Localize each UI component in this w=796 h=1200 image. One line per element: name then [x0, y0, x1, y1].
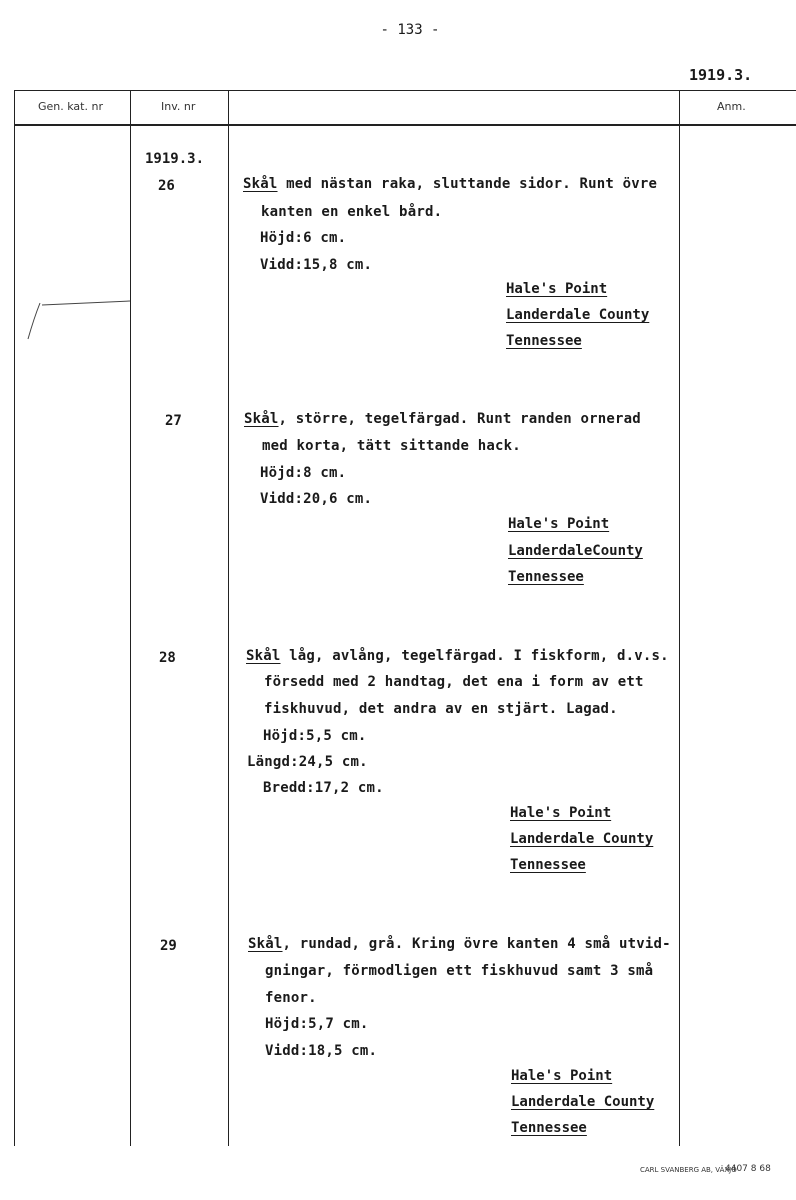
entry-line: Längd:24,5 cm. — [247, 754, 368, 770]
entry-title: Skål — [243, 176, 278, 192]
entry-text: låg, avlång, tegelfärgad. I fiskform, d.v.s. — [280, 648, 669, 664]
entry-number: 28 — [159, 650, 176, 666]
corner-reference: 1919.3. — [689, 66, 753, 84]
column-divider-inv — [130, 90, 131, 1146]
location-place: Hale's Point — [510, 805, 612, 821]
entry-line: med korta, tätt sittande hack. — [262, 438, 521, 454]
location-county: Landerdale County — [510, 831, 654, 847]
location-state: Tennessee — [510, 857, 586, 873]
location-county: LanderdaleCounty — [508, 543, 643, 559]
entry-line — [243, 176, 657, 192]
entry-line: fenor. — [265, 990, 317, 1006]
year-label: 1919.3. — [145, 151, 205, 167]
entry-title: Skål — [244, 411, 279, 427]
entry-line: Vidd:20,6 cm. — [260, 491, 373, 507]
entry-line: Höjd:8 cm. — [260, 465, 347, 481]
entry-number: 26 — [158, 178, 175, 194]
entry-line: kanten en enkel bård. — [261, 204, 443, 220]
location-place: Hale's Point — [508, 516, 610, 532]
entry-line: Vidd:15,8 cm. — [260, 257, 373, 273]
entry-line: försedd med 2 handtag, det ena i form av ett — [264, 674, 644, 690]
page-number: - 133 - — [380, 22, 440, 38]
form-code: 4407 8 68 — [725, 1164, 771, 1174]
location-county: Landerdale County — [511, 1094, 655, 1110]
entry-line — [248, 936, 671, 952]
header-gen-kat-nr: Gen. kat. nr — [38, 100, 103, 113]
entry-number: 27 — [165, 413, 182, 429]
location-state: Tennessee — [508, 569, 584, 585]
pen-mark-icon — [22, 295, 132, 345]
entry-title: Skål — [248, 936, 283, 952]
entry-text: , rundad, grå. Kring övre kanten 4 små utvid- — [282, 936, 671, 952]
column-divider-anm — [679, 90, 680, 1146]
entry-line: Höjd:5,5 cm. — [263, 728, 367, 744]
entry-line — [246, 648, 669, 664]
entry-line: gningar, förmodligen ett fiskhuvud samt 3 små — [265, 963, 654, 979]
entry-number: 29 — [160, 938, 177, 954]
entry-line: Vidd:18,5 cm. — [265, 1043, 378, 1059]
column-divider-left — [14, 90, 15, 1146]
printer-imprint: CARL SVANBERG AB, VÄXJÖ — [640, 1166, 737, 1174]
location-place: Hale's Point — [511, 1068, 613, 1084]
entry-title: Skål — [246, 648, 281, 664]
entry-text: , större, tegelfärgad. Runt randen ornerad — [278, 411, 641, 427]
location-state: Tennessee — [511, 1120, 587, 1136]
entry-line: Höjd:5,7 cm. — [265, 1016, 369, 1032]
location-county: Landerdale County — [506, 307, 650, 323]
entry-text: med nästan raka, sluttande sidor. Runt övre — [277, 176, 658, 192]
location-state: Tennessee — [506, 333, 582, 349]
header-inv-nr: Inv. nr — [161, 100, 196, 113]
entry-line — [244, 411, 641, 427]
column-divider-text — [228, 90, 229, 1146]
entry-line: fiskhuvud, det andra av en stjärt. Lagad. — [264, 701, 618, 717]
entry-line: Höjd:6 cm. — [260, 230, 347, 246]
location-place: Hale's Point — [506, 281, 608, 297]
header-anm: Anm. — [717, 100, 746, 113]
entry-line: Bredd:17,2 cm. — [263, 780, 384, 796]
